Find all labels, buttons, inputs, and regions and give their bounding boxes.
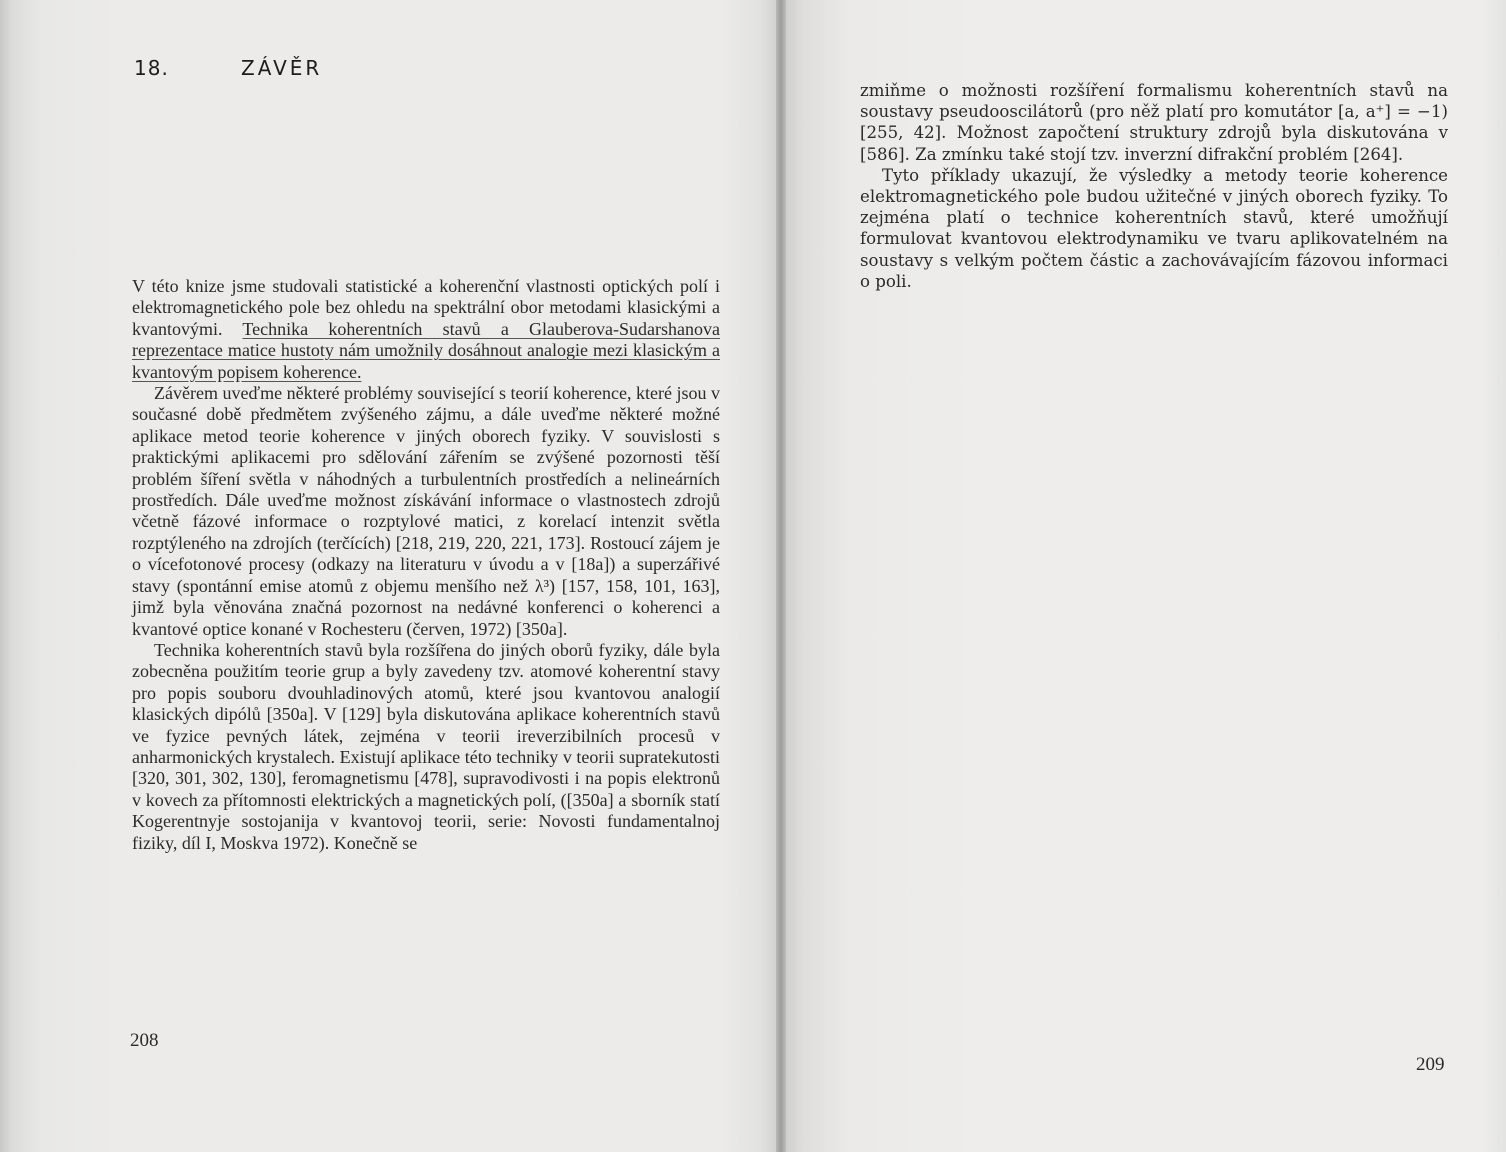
paragraph-intro-sentence-1: V této knize jsme studovali statistické a koherenční vlastnosti optických polí i elektromagnetického pole bez ohledu na spektrální obor metodami klasickými a kvantovými.: [132, 276, 720, 339]
page-number-right: 209: [1416, 1054, 1445, 1075]
paragraph-examples: Tyto příklady ukazují, že výsledky a metody teorie koherence elektromagnetického pole budou užitečné v jiných oborech fyziky. To zejména platí o technice koherentních stavů, které umožňují formulovat kvantovou elektrodynamiku ve tvaru aplikovatelném na soustavy s velkým počtem částic a zachovávajícím fázovou informaci o poli.: [860, 165, 1448, 291]
paragraph-coherent-states: Technika koherentních stavů byla rozšířena do jiných oborů fyziky, dále byla zobecněna použitím teorie grup a byly zavedeny tzv. atomové koherentní stavy pro popis souboru dvouhladinových atomů, které jsou kvantovou analogií klasických dipólů [350a]. V [129] byla diskutována aplikace koherentních stavů ve fyzice pevných látek, zejména v teorii ireverzibilních procesů v anharmonických krystalech. Existují aplikace této techniky v teorii supratekutosti [320, 301, 302, 130], feromagnetismu [478], supravodivosti i na popis elektronů v kovech za přítomnosti elektrických a magnetických polí, ([350a] a sborník statí Kogerentnyje sostojanija v kvantovoj teorii, serie: Novosti fundamentalnoj fiziky, díl I, Moskva 1972). Konečně se: [132, 639, 720, 853]
paragraph-intro: [132, 276, 720, 383]
underlined-passage: Technika koherentních stavů a Glauberova-Sudarshanova reprezentace matice hustoty nám umožnily dosáhnout analogie mezi klasickým a kvantovým popisem koherence.: [132, 318, 720, 382]
paragraph-conclusion: Závěrem uveďme některé problémy související s teorií koherence, které jsou v současné době předmětem zvýšeného zájmu, a dále uveďme některé možné aplikace metod teorie koherence v jiných oborech fyziky. V souvislosti s praktickými aplikacemi pro sdělování zářením se zvýšené pozornosti těší problém šíření světla v náhodných a turbulentních prostředích a nelineárních prostředích. Dále uveďme možnost získávání informace o vlastnostech zdrojů včetně fázové informace o rozptylové matici, z korelací intenzit světla rozptýleného na zdrojích (terčících) [218, 219, 220, 221, 173]. Rostoucí zájem je o vícefotonové procesy (odkazy na literaturu v úvodu a v [18a]) a superzářivé stavy (spontánní emise atomů z objemu menšího než λ³) [157, 158, 101, 163], jimž byla věnována značná pozornost na nedávné konferenci o koherenci a kvantové optice konané v Rochesteru (červen, 1972) [350a].: [132, 383, 720, 639]
left-body-text: [132, 276, 720, 854]
page-number-left: 208: [130, 1030, 159, 1051]
right-body-text: [860, 80, 1448, 292]
paragraph-continuation: zmiňme o možnosti rozšíření formalismu koherentních stavů na soustavy pseudooscilátorů (pro něž platí pro komutátor [a, a⁺] = −1) [255, 42]. Možnost započtení struktury zdrojů byla diskutována v [586]. Za zmínku také stojí tzv. inverzní difrakční problém [264].: [860, 81, 1448, 164]
chapter-title: ZÁVĚR: [241, 56, 323, 80]
book-gutter: [776, 0, 786, 1152]
chapter-number: 18.: [134, 56, 169, 80]
